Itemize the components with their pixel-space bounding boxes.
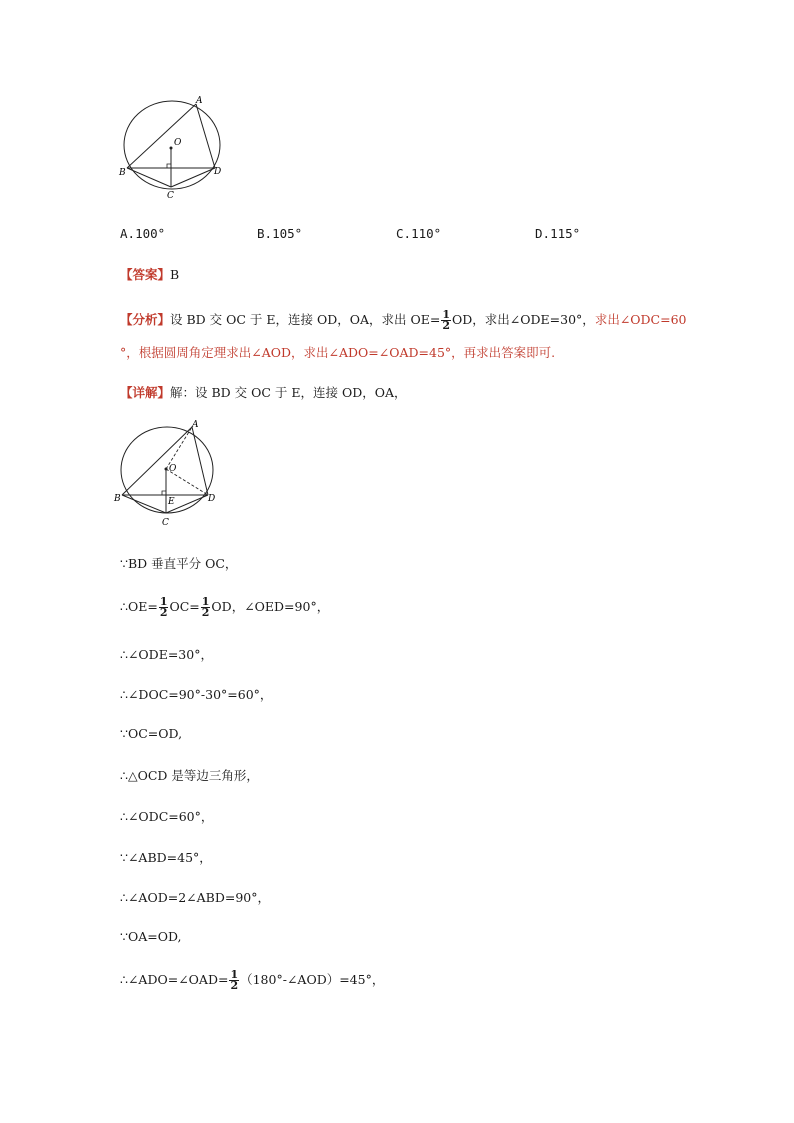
step-3: ∴∠ODE=30°， [120, 647, 213, 662]
chord-AD [192, 427, 208, 495]
step-2: ∴OE= $\frac{1}{2}$ OC= $\frac{1}{2}$ OD，∠OED=90°， [120, 595, 330, 619]
circle [124, 101, 220, 189]
step-6: ∴△OCD 是等边三角形， [120, 768, 259, 783]
label-O: O [169, 464, 177, 474]
option-a: A.100° [120, 226, 166, 241]
fraction-half-1: $\frac{1}{2}$ [159, 595, 168, 619]
figure-1-circle-diagram [110, 90, 235, 205]
label-E: E [168, 497, 175, 507]
step-10: ∵OA=OD, [120, 929, 182, 944]
label-A: A [196, 96, 203, 106]
label-C: C [167, 191, 174, 201]
label-D: D [208, 494, 216, 504]
answer-label: 【答案】 [120, 267, 171, 282]
analysis-text-2: OD，求出∠ODE=30°， [452, 312, 595, 327]
detail-label: 【详解】 [120, 385, 171, 400]
analysis-line-2: °，根据圆周角定理求出∠AOD，求出∠ADO=∠OAD=45°，再求出答案即可. [120, 345, 556, 360]
figure-2-circle-diagram [110, 415, 235, 533]
fraction-half-3: $\frac{1}{2}$ [230, 968, 239, 992]
step-4: ∴∠DOC=90°-30°=60°， [120, 687, 273, 702]
center-point [170, 147, 173, 150]
option-d: D.115° [535, 226, 581, 241]
label-O: O [174, 138, 182, 148]
option-c: C.110° [396, 226, 442, 241]
step-8: ∵∠ABD=45°， [120, 850, 212, 865]
label-B: B [119, 168, 126, 178]
chord-AB [127, 104, 196, 168]
step-7: ∴∠ODC=60°， [120, 809, 214, 824]
analysis-label: 【分析】 [120, 312, 171, 327]
chord-AB [122, 427, 192, 495]
center-point [165, 468, 168, 471]
label-A: A [192, 420, 199, 430]
right-angle-mark [167, 164, 171, 168]
chord-BC [122, 495, 166, 513]
fraction-half-2: $\frac{1}{2}$ [201, 595, 210, 619]
label-C: C [162, 518, 169, 528]
detail-text: 解：设 BD 交 OC 于 E，连接 OD，OA， [170, 385, 407, 400]
analysis-text-3: 求出∠ODC=60 [594, 312, 687, 327]
step-5: ∵OC=OD, [120, 726, 183, 741]
step-1: ∵BD 垂直平分 OC， [120, 556, 238, 571]
chord-CD [171, 168, 215, 187]
detail-line [120, 383, 407, 401]
step-11: ∴∠ADO=∠OAD= $\frac{1}{2}$ （180°-∠AOD）=45°， [120, 968, 385, 992]
label-D: D [214, 167, 222, 177]
answer-line [120, 265, 179, 283]
analysis-line-1 [120, 310, 687, 331]
answer-value: B [170, 267, 180, 282]
label-B: B [114, 494, 121, 504]
right-angle-mark [162, 491, 166, 495]
analysis-text-1: 设 BD 交 OC 于 E，连接 OD，OA，求出 OE= [170, 312, 441, 327]
step-9: ∴∠AOD=2∠ABD=90°， [120, 890, 270, 905]
fraction-half: $\frac{1}{2}$ [442, 308, 451, 332]
option-b: B.105° [257, 226, 303, 241]
